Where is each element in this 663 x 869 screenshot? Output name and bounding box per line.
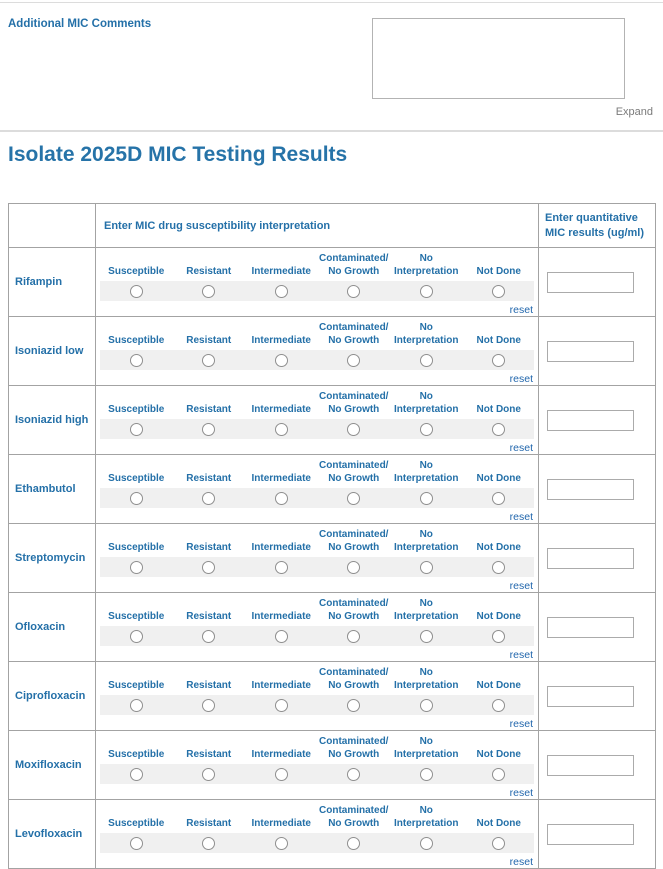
drug-name: Isoniazid high	[9, 386, 96, 455]
reset-link[interactable]: reset	[509, 787, 533, 799]
option-label-contaminated-no-growth: Contaminated/ No Growth	[319, 598, 389, 622]
option-label-no-interpretation: No Interpretation	[394, 667, 459, 691]
interpretation-cell	[96, 248, 539, 317]
radio-cell	[318, 285, 391, 298]
mic-quantitative-input[interactable]	[547, 755, 634, 776]
radio-cell	[245, 768, 318, 781]
option-label-resistant: Resistant	[186, 749, 232, 760]
radio-cell	[463, 561, 536, 574]
radio-not-done[interactable]	[492, 492, 505, 505]
interpretation-cell	[96, 662, 539, 731]
option-label-intermediate: Intermediate	[251, 335, 311, 346]
radio-contaminated-no-growth[interactable]	[347, 630, 360, 643]
radio-no-interpretation[interactable]	[420, 561, 433, 574]
radio-cell	[245, 699, 318, 712]
interpretation-cell	[96, 524, 539, 593]
drug-row	[9, 386, 656, 455]
drug-row	[9, 248, 656, 317]
option-label-not-done: Not Done	[476, 611, 521, 622]
radio-contaminated-no-growth[interactable]	[347, 423, 360, 436]
additional-mic-comments-label: Additional MIC Comments	[8, 18, 152, 30]
radio-resistant[interactable]	[202, 423, 215, 436]
radio-contaminated-no-growth[interactable]	[347, 837, 360, 850]
radio-cell	[463, 423, 536, 436]
radio-band	[100, 281, 534, 301]
radio-cell	[100, 768, 173, 781]
radio-intermediate[interactable]	[275, 285, 288, 298]
radio-cell	[173, 699, 246, 712]
mic-quantitative-input[interactable]	[547, 824, 634, 845]
radio-intermediate[interactable]	[275, 423, 288, 436]
mic-quantitative-input[interactable]	[547, 410, 634, 431]
option-label-resistant: Resistant	[186, 542, 232, 553]
radio-cell	[245, 630, 318, 643]
drug-name: Ofloxacin	[9, 593, 96, 662]
option-label-no-interpretation: No Interpretation	[394, 598, 459, 622]
option-label-susceptible: Susceptible	[108, 680, 165, 691]
drug-row	[9, 662, 656, 731]
drug-row	[9, 800, 656, 869]
option-label-resistant: Resistant	[186, 818, 232, 829]
interpretation-column-header: Enter MIC drug susceptibility interpretation	[96, 204, 539, 248]
table-header-row	[9, 204, 656, 248]
top-divider	[0, 2, 663, 3]
reset-link[interactable]: reset	[509, 442, 533, 454]
radio-contaminated-no-growth[interactable]	[347, 285, 360, 298]
radio-cell	[100, 354, 173, 367]
drug-row	[9, 524, 656, 593]
option-labels-row	[96, 596, 538, 623]
radio-susceptible[interactable]	[130, 561, 143, 574]
reset-row	[96, 784, 538, 799]
option-label-intermediate: Intermediate	[251, 611, 311, 622]
option-label-contaminated-no-growth: Contaminated/ No Growth	[319, 736, 389, 760]
radio-susceptible[interactable]	[130, 354, 143, 367]
drug-name: Ethambutol	[9, 455, 96, 524]
reset-row	[96, 301, 538, 316]
radio-intermediate[interactable]	[275, 837, 288, 850]
radio-cell	[173, 561, 246, 574]
interpretation-cell	[96, 386, 539, 455]
radio-cell	[245, 285, 318, 298]
radio-cell	[100, 423, 173, 436]
radio-not-done[interactable]	[492, 837, 505, 850]
option-label-intermediate: Intermediate	[251, 404, 311, 415]
radio-cell	[173, 285, 246, 298]
radio-cell	[173, 492, 246, 505]
drug-row	[9, 317, 656, 386]
reset-link[interactable]: reset	[509, 511, 533, 523]
radio-intermediate[interactable]	[275, 699, 288, 712]
radio-intermediate[interactable]	[275, 561, 288, 574]
radio-cell	[245, 492, 318, 505]
interpretation-cell	[96, 317, 539, 386]
radio-not-done[interactable]	[492, 285, 505, 298]
quantitative-cell	[539, 455, 656, 524]
radio-cell	[463, 768, 536, 781]
radio-resistant[interactable]	[202, 561, 215, 574]
drug-name: Rifampin	[9, 248, 96, 317]
option-label-intermediate: Intermediate	[251, 542, 311, 553]
radio-cell	[390, 561, 463, 574]
radio-cell	[463, 492, 536, 505]
mic-quantitative-input[interactable]	[547, 272, 634, 293]
mic-quantitative-input[interactable]	[547, 617, 634, 638]
option-label-not-done: Not Done	[476, 335, 521, 346]
radio-cell	[318, 837, 391, 850]
quantitative-cell	[539, 317, 656, 386]
radio-resistant[interactable]	[202, 837, 215, 850]
radio-band	[100, 626, 534, 646]
radio-resistant[interactable]	[202, 492, 215, 505]
section-divider	[0, 130, 663, 132]
option-label-susceptible: Susceptible	[108, 335, 165, 346]
radio-band	[100, 764, 534, 784]
option-label-no-interpretation: No Interpretation	[394, 736, 459, 760]
radio-not-done[interactable]	[492, 699, 505, 712]
radio-cell	[100, 699, 173, 712]
reset-row	[96, 853, 538, 868]
reset-link[interactable]: reset	[509, 649, 533, 661]
radio-cell	[245, 837, 318, 850]
radio-cell	[390, 837, 463, 850]
radio-not-done[interactable]	[492, 768, 505, 781]
radio-cell	[173, 354, 246, 367]
option-label-not-done: Not Done	[476, 818, 521, 829]
option-labels-row	[96, 251, 538, 278]
option-label-susceptible: Susceptible	[108, 266, 165, 277]
interpretation-cell	[96, 455, 539, 524]
quantitative-cell	[539, 731, 656, 800]
radio-susceptible[interactable]	[130, 423, 143, 436]
radio-no-interpretation[interactable]	[420, 492, 433, 505]
radio-cell	[390, 285, 463, 298]
quantitative-cell	[539, 386, 656, 455]
radio-contaminated-no-growth[interactable]	[347, 768, 360, 781]
radio-cell	[390, 630, 463, 643]
radio-cell	[463, 285, 536, 298]
radio-cell	[245, 423, 318, 436]
quantitative-cell	[539, 662, 656, 731]
option-label-resistant: Resistant	[186, 404, 232, 415]
option-label-susceptible: Susceptible	[108, 818, 165, 829]
option-label-resistant: Resistant	[186, 680, 232, 691]
expand-link[interactable]: Expand	[615, 106, 653, 118]
radio-cell	[463, 354, 536, 367]
radio-cell	[173, 837, 246, 850]
option-label-no-interpretation: No Interpretation	[394, 253, 459, 277]
radio-cell	[318, 354, 391, 367]
drug-name: Levofloxacin	[9, 800, 96, 869]
radio-cell	[318, 630, 391, 643]
mic-quantitative-input[interactable]	[547, 686, 634, 707]
option-label-no-interpretation: No Interpretation	[394, 529, 459, 553]
option-label-not-done: Not Done	[476, 749, 521, 760]
reset-link[interactable]: reset	[509, 580, 533, 592]
option-label-contaminated-no-growth: Contaminated/ No Growth	[319, 322, 389, 346]
option-label-intermediate: Intermediate	[251, 266, 311, 277]
radio-not-done[interactable]	[492, 423, 505, 436]
radio-band	[100, 695, 534, 715]
radio-cell	[318, 699, 391, 712]
quantitative-cell	[539, 800, 656, 869]
option-label-contaminated-no-growth: Contaminated/ No Growth	[319, 529, 389, 553]
additional-mic-comments-textarea[interactable]	[372, 18, 625, 99]
option-label-resistant: Resistant	[186, 473, 232, 484]
mic-results-table	[8, 203, 656, 869]
radio-cell	[318, 561, 391, 574]
option-label-susceptible: Susceptible	[108, 542, 165, 553]
quantitative-column-header: Enter quantitative MIC results (ug/ml)	[539, 204, 656, 248]
radio-no-interpretation[interactable]	[420, 699, 433, 712]
reset-link[interactable]: reset	[509, 373, 533, 385]
radio-cell	[390, 768, 463, 781]
option-label-resistant: Resistant	[186, 266, 232, 277]
option-label-contaminated-no-growth: Contaminated/ No Growth	[319, 253, 389, 277]
radio-cell	[173, 630, 246, 643]
radio-cell	[173, 423, 246, 436]
reset-row	[96, 646, 538, 661]
reset-row	[96, 508, 538, 523]
radio-band	[100, 833, 534, 853]
radio-no-interpretation[interactable]	[420, 354, 433, 367]
mic-quantitative-input[interactable]	[547, 548, 634, 569]
drug-row	[9, 593, 656, 662]
radio-cell	[390, 492, 463, 505]
radio-susceptible[interactable]	[130, 630, 143, 643]
radio-cell	[390, 699, 463, 712]
quantitative-cell	[539, 593, 656, 662]
radio-band	[100, 557, 534, 577]
reset-link[interactable]: reset	[509, 718, 533, 730]
option-labels-row	[96, 527, 538, 554]
radio-no-interpretation[interactable]	[420, 768, 433, 781]
radio-cell	[100, 561, 173, 574]
interpretation-cell	[96, 731, 539, 800]
radio-cell	[100, 630, 173, 643]
option-label-not-done: Not Done	[476, 266, 521, 277]
page-title: Isolate 2025D MIC Testing Results	[8, 143, 348, 166]
quantitative-cell	[539, 248, 656, 317]
option-label-no-interpretation: No Interpretation	[394, 460, 459, 484]
option-label-contaminated-no-growth: Contaminated/ No Growth	[319, 667, 389, 691]
option-label-susceptible: Susceptible	[108, 404, 165, 415]
option-label-intermediate: Intermediate	[251, 473, 311, 484]
radio-contaminated-no-growth[interactable]	[347, 492, 360, 505]
option-labels-row	[96, 734, 538, 761]
radio-no-interpretation[interactable]	[420, 285, 433, 298]
radio-not-done[interactable]	[492, 354, 505, 367]
reset-row	[96, 439, 538, 454]
option-label-no-interpretation: No Interpretation	[394, 805, 459, 829]
radio-cell	[390, 423, 463, 436]
radio-resistant[interactable]	[202, 630, 215, 643]
radio-cell	[463, 699, 536, 712]
reset-row	[96, 715, 538, 730]
radio-cell	[245, 561, 318, 574]
drug-name: Moxifloxacin	[9, 731, 96, 800]
radio-contaminated-no-growth[interactable]	[347, 354, 360, 367]
reset-row	[96, 370, 538, 385]
option-label-not-done: Not Done	[476, 542, 521, 553]
quantitative-cell	[539, 524, 656, 593]
radio-not-done[interactable]	[492, 630, 505, 643]
option-label-contaminated-no-growth: Contaminated/ No Growth	[319, 805, 389, 829]
option-label-intermediate: Intermediate	[251, 818, 311, 829]
option-label-no-interpretation: No Interpretation	[394, 322, 459, 346]
radio-susceptible[interactable]	[130, 837, 143, 850]
option-label-intermediate: Intermediate	[251, 680, 311, 691]
drug-row	[9, 455, 656, 524]
radio-cell	[245, 354, 318, 367]
radio-cell	[318, 423, 391, 436]
drug-name: Isoniazid low	[9, 317, 96, 386]
radio-intermediate[interactable]	[275, 630, 288, 643]
radio-contaminated-no-growth[interactable]	[347, 561, 360, 574]
option-label-resistant: Resistant	[186, 335, 232, 346]
radio-susceptible[interactable]	[130, 768, 143, 781]
radio-cell	[100, 837, 173, 850]
option-label-no-interpretation: No Interpretation	[394, 391, 459, 415]
mic-quantitative-input[interactable]	[547, 479, 634, 500]
radio-resistant[interactable]	[202, 768, 215, 781]
option-label-not-done: Not Done	[476, 404, 521, 415]
option-label-resistant: Resistant	[186, 611, 232, 622]
option-labels-row	[96, 803, 538, 830]
radio-band	[100, 350, 534, 370]
radio-cell	[318, 768, 391, 781]
option-labels-row	[96, 320, 538, 347]
radio-not-done[interactable]	[492, 561, 505, 574]
option-labels-row	[96, 389, 538, 416]
radio-resistant[interactable]	[202, 699, 215, 712]
radio-contaminated-no-growth[interactable]	[347, 699, 360, 712]
radio-intermediate[interactable]	[275, 492, 288, 505]
reset-link[interactable]: reset	[509, 304, 533, 316]
option-label-contaminated-no-growth: Contaminated/ No Growth	[319, 460, 389, 484]
radio-resistant[interactable]	[202, 285, 215, 298]
radio-susceptible[interactable]	[130, 699, 143, 712]
option-labels-row	[96, 665, 538, 692]
option-label-contaminated-no-growth: Contaminated/ No Growth	[319, 391, 389, 415]
option-labels-row	[96, 458, 538, 485]
option-label-susceptible: Susceptible	[108, 611, 165, 622]
reset-row	[96, 577, 538, 592]
reset-link[interactable]: reset	[509, 856, 533, 868]
drug-name: Ciprofloxacin	[9, 662, 96, 731]
radio-cell	[173, 768, 246, 781]
radio-no-interpretation[interactable]	[420, 423, 433, 436]
radio-no-interpretation[interactable]	[420, 630, 433, 643]
option-label-intermediate: Intermediate	[251, 749, 311, 760]
radio-susceptible[interactable]	[130, 285, 143, 298]
drug-name: Streptomycin	[9, 524, 96, 593]
option-label-not-done: Not Done	[476, 473, 521, 484]
radio-cell	[463, 837, 536, 850]
interpretation-cell	[96, 800, 539, 869]
radio-band	[100, 419, 534, 439]
radio-resistant[interactable]	[202, 354, 215, 367]
radio-cell	[390, 354, 463, 367]
drug-column-header-empty	[9, 204, 96, 248]
radio-cell	[318, 492, 391, 505]
interpretation-cell	[96, 593, 539, 662]
radio-no-interpretation[interactable]	[420, 837, 433, 850]
radio-cell	[100, 285, 173, 298]
mic-quantitative-input[interactable]	[547, 341, 634, 362]
radio-intermediate[interactable]	[275, 354, 288, 367]
option-label-susceptible: Susceptible	[108, 473, 165, 484]
radio-cell	[463, 630, 536, 643]
drug-row	[9, 731, 656, 800]
option-label-not-done: Not Done	[476, 680, 521, 691]
option-label-susceptible: Susceptible	[108, 749, 165, 760]
radio-band	[100, 488, 534, 508]
radio-cell	[100, 492, 173, 505]
radio-intermediate[interactable]	[275, 768, 288, 781]
radio-susceptible[interactable]	[130, 492, 143, 505]
